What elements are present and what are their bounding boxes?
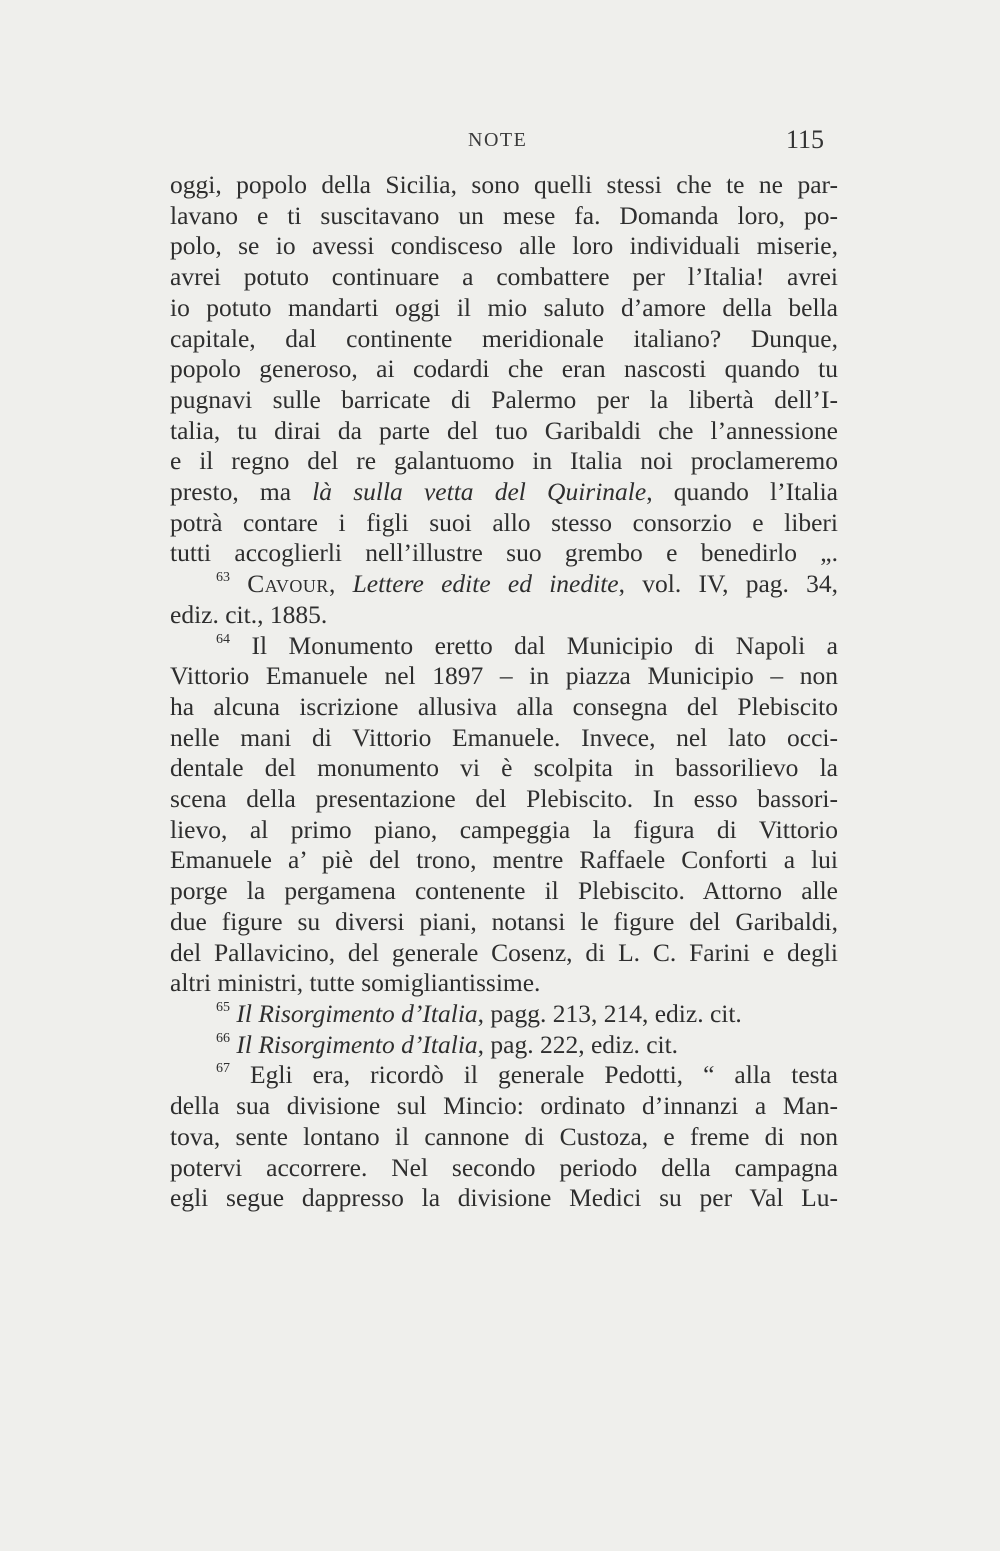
text-line: talia, tu dirai da parte del tuo Garibaldi che l’annessione: [170, 415, 838, 445]
text-line: tutti accoglierli nell’illustre suo grembo e benedirlo „.: [170, 538, 838, 568]
text-fragment: , pag. 222, ediz. cit.: [477, 1029, 679, 1059]
text-line: polo, se io avessi condisceso alle loro individuali miserie,: [170, 231, 838, 261]
text-line: della sua divisione sul Mincio: ordinato d’innanzi a Man-: [170, 1091, 838, 1121]
text-line: popolo generoso, ai codardi che eran nascosti quando tu: [170, 354, 838, 384]
text-fragment: Egli era, ricordò il generale Pedotti, “ alla testa: [250, 1060, 839, 1090]
page-number: 115: [786, 125, 825, 154]
italic-text: Lettere edite ed inedite: [352, 569, 619, 599]
author-name: Cavour: [247, 569, 329, 599]
text-line: oggi, popolo della Sicilia, sono quelli stessi che te ne par-: [170, 170, 838, 199]
italic-text: Il Risorgimento d’Italia: [236, 1029, 478, 1059]
text-line: ha alcuna iscrizione allusiva alla consegna del Plebiscito: [170, 691, 838, 721]
footnote-64: [170, 631, 838, 662]
text-line: tova, sente lontano il cannone di Custoza, e freme di non: [170, 1121, 838, 1151]
text-fragment: Il Monumento eretto dal Municipio di Napoli a: [251, 630, 838, 660]
text-line: potervi accorrere. Nel secondo periodo della campagna: [170, 1152, 838, 1182]
text-line: Vittorio Emanuele nel 1897 – in piazza Municipio – non: [170, 661, 838, 691]
footnote-65: [170, 999, 838, 1030]
text-line: egli segue dappresso la divisione Medici su per Val Lu-: [170, 1183, 838, 1213]
footnote-number: 63: [216, 570, 230, 586]
text-line: porge la pergamena contenente il Plebiscito. Attorno alle: [170, 876, 838, 906]
text-fragment: , quando l’Italia: [646, 477, 838, 507]
text-line: ediz. cit., 1885.: [170, 599, 328, 629]
text-line: e il regno del re galantuomo in Italia noi proclameremo: [170, 446, 838, 476]
footnote-number: 65: [216, 999, 230, 1015]
footnote-66: [170, 1030, 838, 1061]
footnote-63: [170, 569, 838, 600]
italic-text: là sulla vetta del Quirinale: [312, 477, 647, 507]
text-line: potrà contare i figli suoi allo stesso consorzio e liberi: [170, 507, 838, 537]
text-fragment: , pagg. 213, 214, ediz. cit.: [477, 998, 742, 1028]
text-line: scena della presentazione del Plebiscito. In esso bassori-: [170, 784, 838, 814]
footnote-67: [170, 1060, 838, 1091]
text-line: lievo, al primo piano, campeggia la figura di Vittorio: [170, 814, 838, 844]
footnote-number: 67: [216, 1061, 230, 1077]
section-title: NOTE: [468, 129, 528, 151]
text-line: pugnavi sulle barricate di Palermo per la libertà dell’I-: [170, 384, 838, 414]
footnote-number: 66: [216, 1030, 230, 1046]
text-fragment: , vol. IV, pag. 34,: [618, 569, 839, 599]
body-text: [170, 170, 838, 1214]
text-line: lavano e ti suscitavano un mese fa. Domanda loro, po-: [170, 200, 838, 230]
text-line: due figure su diversi piani, notansi le figure del Garibaldi,: [170, 906, 838, 936]
text-line: altri ministri, tutte somigliantissime.: [170, 968, 541, 998]
text-line: nelle mani di Vittorio Emanuele. Invece, nel lato occi-: [170, 722, 838, 752]
text-line: io potuto mandarti oggi il mio saluto d’amore della bella: [170, 292, 838, 322]
running-head: [0, 125, 1000, 155]
text-line: Emanuele a’ piè del trono, mentre Raffaele Conforti a lui: [170, 845, 838, 875]
footnote-number: 64: [216, 631, 230, 647]
text-fragment: presto, ma: [170, 477, 313, 507]
text-line: dentale del monumento vi è scolpita in bassorilievo la: [170, 753, 838, 783]
text-line: capitale, dal continente meridionale italiano? Dunque,: [170, 323, 838, 353]
text-line: del Pallavicino, del generale Cosenz, di L. C. Farini e degli: [170, 937, 838, 967]
text-fragment: ,: [328, 569, 353, 599]
text-line: [170, 477, 838, 508]
italic-text: Il Risorgimento d’Italia: [236, 998, 478, 1028]
text-line: avrei potuto continuare a combattere per l’Italia! avrei: [170, 262, 838, 292]
